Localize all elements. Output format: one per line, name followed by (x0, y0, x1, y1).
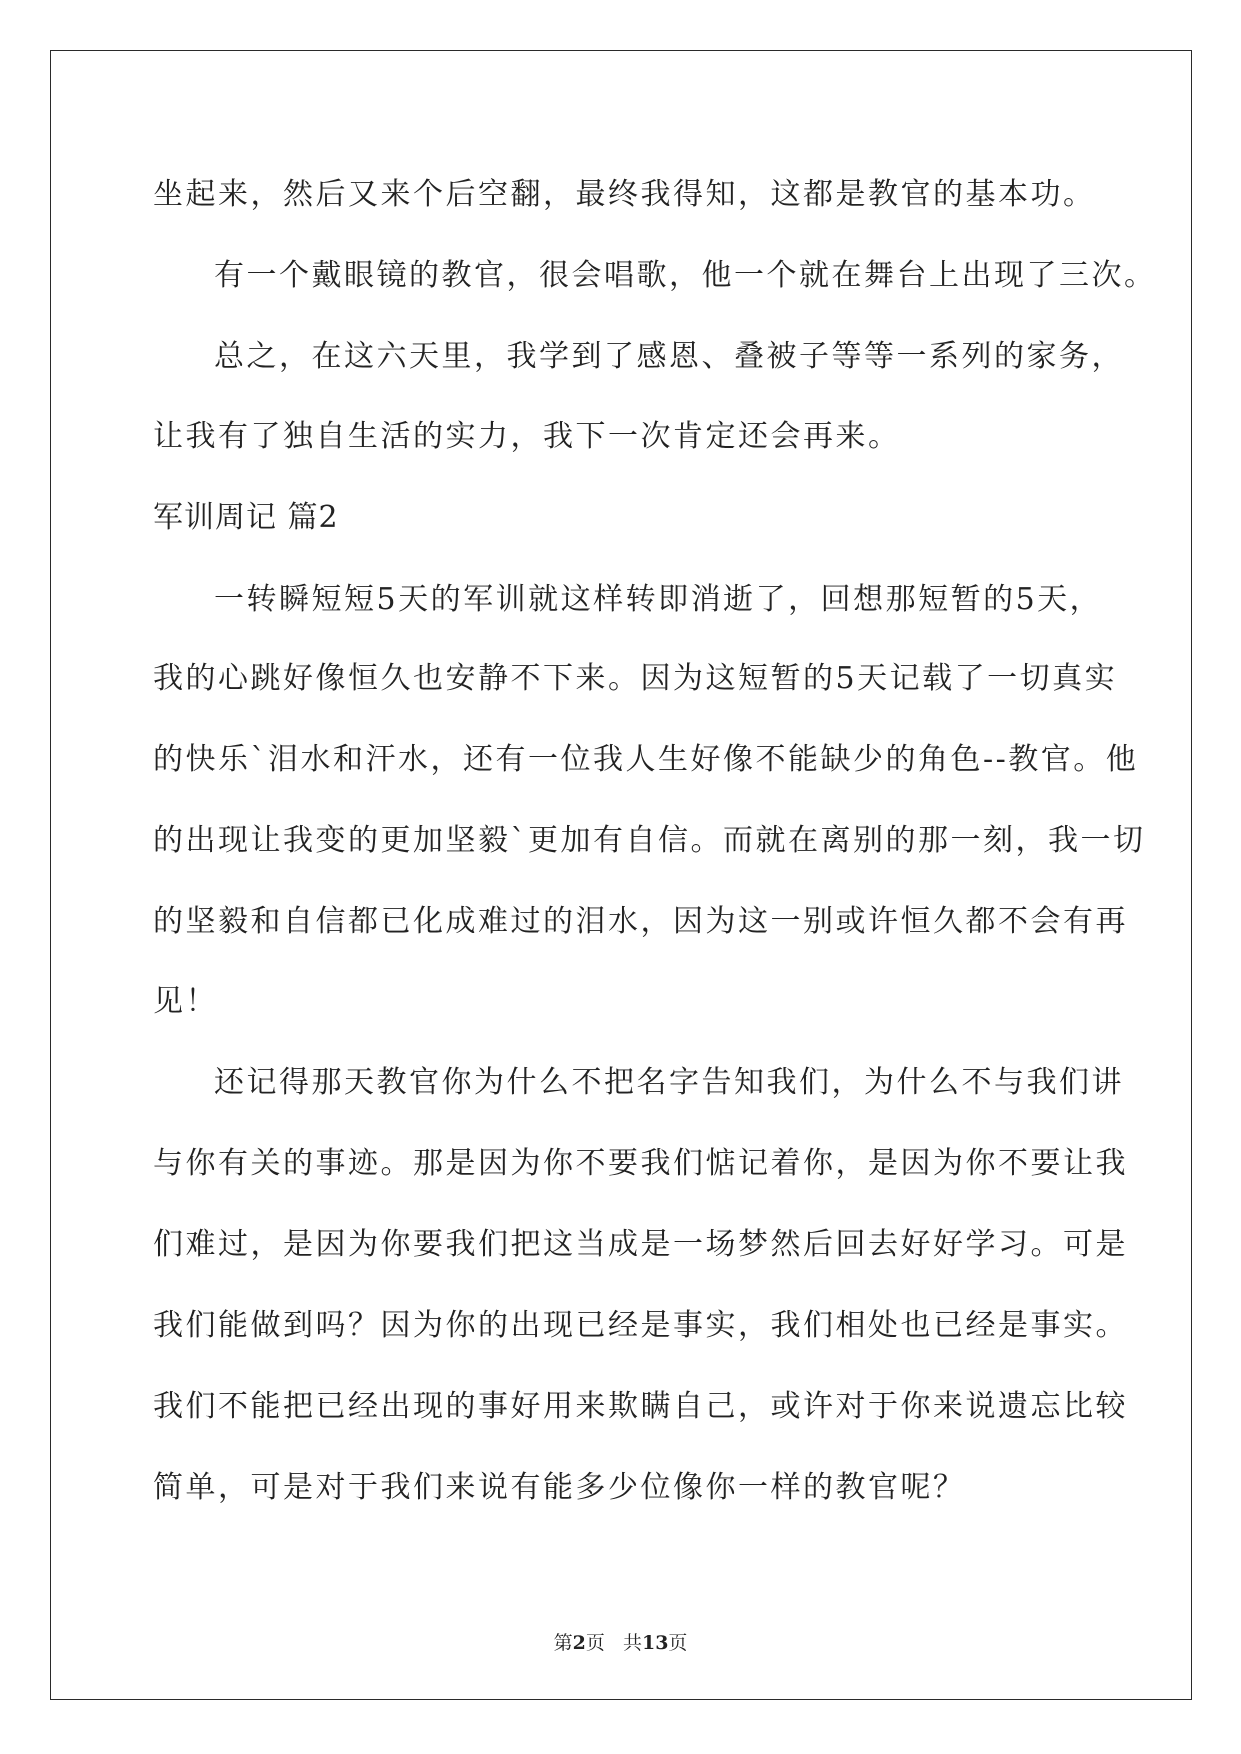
text-line: 们难过，是因为你要我们把这当成是一场梦然后回去好好学习。可是 (153, 1227, 1128, 1262)
footer-total-prefix: 共 (622, 1632, 642, 1654)
section-heading: 军训周记 篇2 (153, 500, 339, 535)
text-line: 还记得那天教官你为什么不把名字告知我们，为什么不与我们讲 (214, 1065, 1124, 1100)
text-line: 见！ (153, 984, 218, 1019)
text-line: 我的心跳好像恒久也安静不下来。因为这短暂的5天记载了一切真实 (153, 661, 1118, 696)
page-footer (0, 1628, 1241, 1655)
text-line: 简单，可是对于我们来说有能多少位像你一样的教官呢？ (153, 1470, 966, 1505)
footer-total-pages: 13 (641, 1632, 669, 1654)
footer-total-suffix: 页 (668, 1632, 688, 1654)
text-line: 总之，在这六天里，我学到了感恩、叠被子等等一系列的家务， (214, 339, 1124, 374)
text-line: 的坚毅和自信都已化成难过的泪水，因为这一别或许恒久都不会有再 (153, 904, 1128, 939)
page-border (50, 50, 1192, 1700)
footer-page-word: 页 (585, 1632, 605, 1654)
text-line: 我们不能把已经出现的事好用来欺瞒自己，或许对于你来说遗忘比较 (153, 1389, 1128, 1424)
text-line: 的出现让我变的更加坚毅`更加有自信。而就在离别的那一刻，我一切 (153, 823, 1146, 858)
footer-prefix: 第 (553, 1632, 573, 1654)
text-line: 与你有关的事迹。那是因为你不要我们惦记着你，是因为你不要让我 (153, 1146, 1128, 1181)
text-line: 我们能做到吗？因为你的出现已经是事实，我们相处也已经是事实。 (153, 1308, 1128, 1343)
text-line: 的快乐`泪水和汗水，还有一位我人生好像不能缺少的角色--教官。他 (153, 742, 1139, 777)
text-line: 有一个戴眼镜的教官，很会唱歌，他一个就在舞台上出现了三次。 (214, 258, 1157, 293)
text-line: 让我有了独自生活的实力，我下一次肯定还会再来。 (153, 419, 901, 454)
text-line: 坐起来，然后又来个后空翻，最终我得知，这都是教官的基本功。 (153, 177, 1096, 212)
footer-current-page: 2 (572, 1632, 586, 1654)
text-line: 一转瞬短短5天的军训就这样转即消逝了，回想那短暂的5天， (214, 582, 1103, 617)
